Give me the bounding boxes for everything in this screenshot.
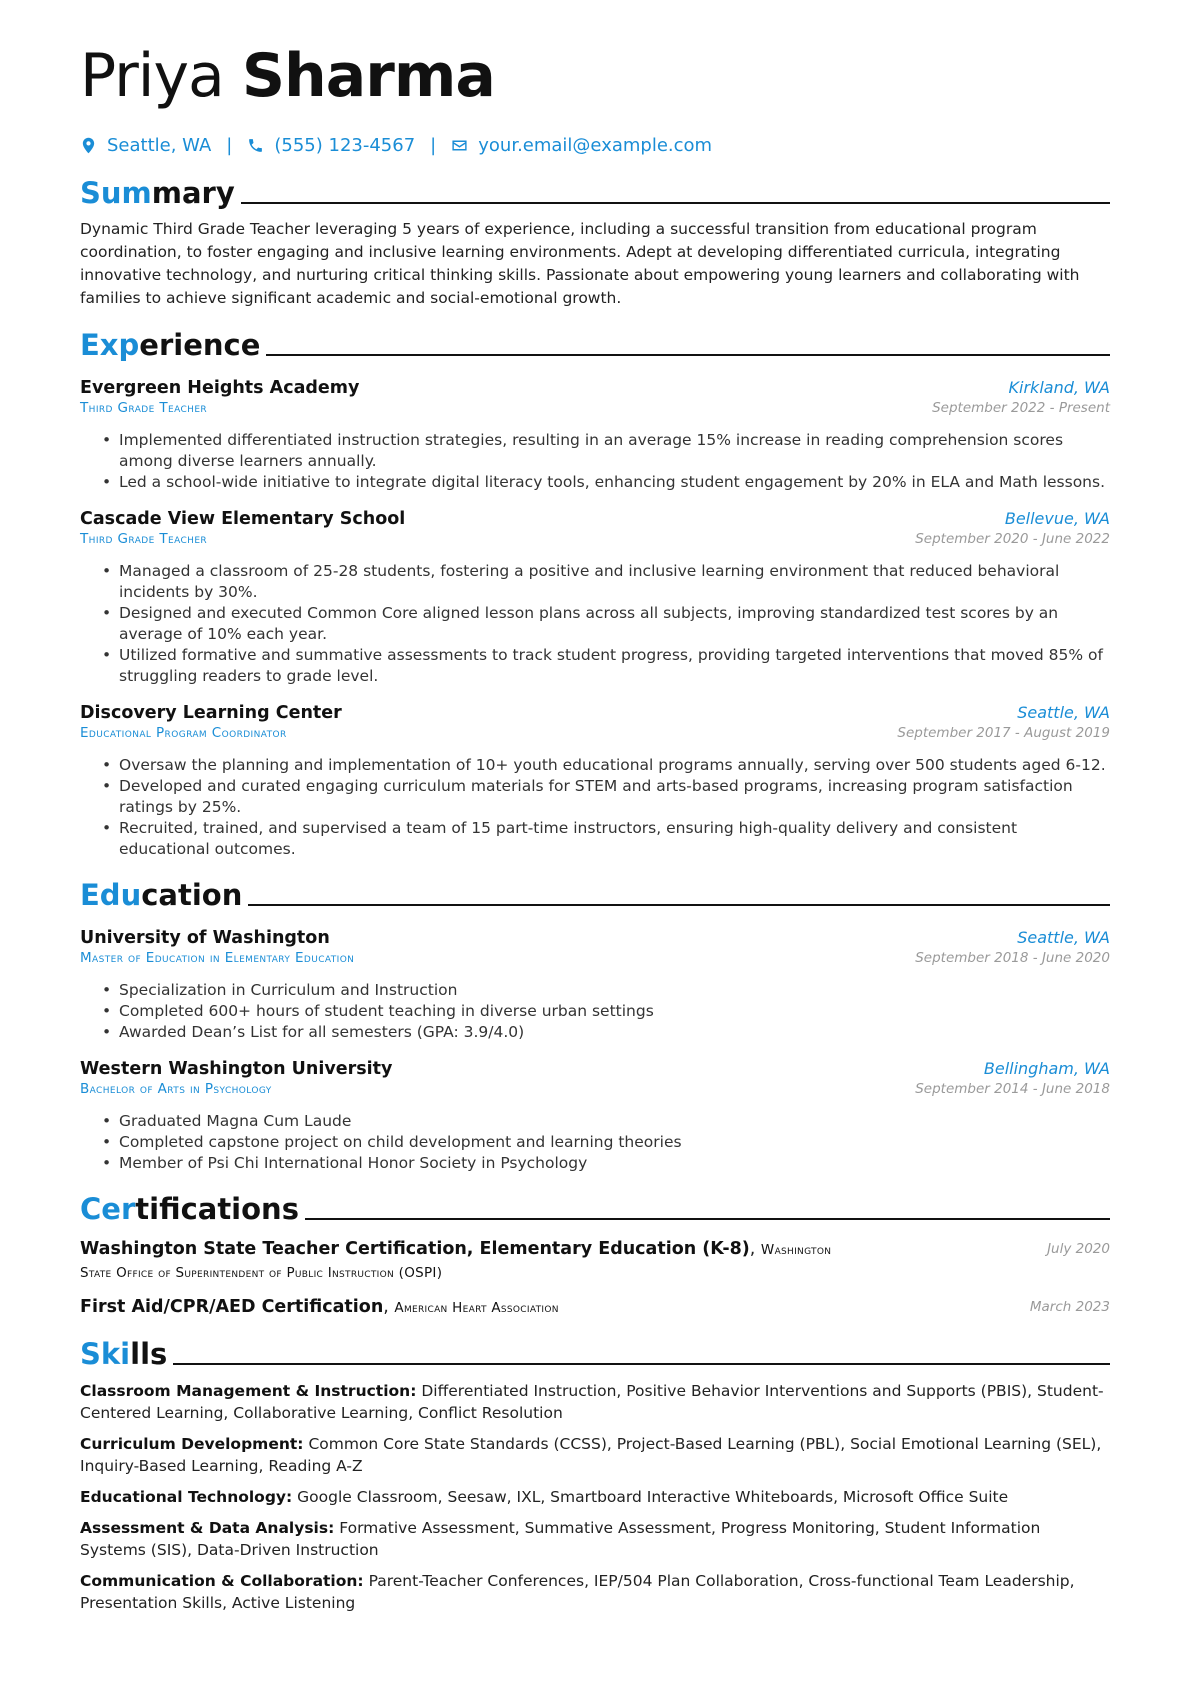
heading-rest: erience — [139, 328, 261, 362]
education-dates: September 2014 - June 2018 — [915, 1081, 1110, 1097]
certification-name: Washington State Teacher Certification, Elementary Education (K-8) — [80, 1239, 750, 1259]
resume-name — [80, 40, 1110, 112]
contact-separator: | — [430, 134, 437, 156]
heading-accent: Ski — [80, 1337, 131, 1371]
heading-rule — [241, 202, 1110, 204]
job-location: Kirkland, WA — [1008, 378, 1110, 397]
last-name: Sharma — [241, 41, 495, 111]
education-entry — [80, 1059, 1110, 1174]
location-text: Seattle, WA — [107, 134, 212, 156]
contact-phone — [247, 135, 415, 156]
education-dates: September 2018 - June 2020 — [915, 950, 1110, 966]
job-title: Third Grade Teacher — [80, 400, 208, 416]
job-title: Educational Program Coordinator — [80, 725, 287, 741]
job-dates: September 2022 - Present — [932, 400, 1110, 416]
bullet-list — [80, 755, 1110, 860]
employer-name: Discovery Learning Center — [80, 703, 342, 723]
heading-accent: Cer — [80, 1192, 136, 1226]
bullet-item: • Managed a classroom of 25-28 students, fostering a positive and inclusive learning environment that reduced behavioral incidents by 30%. — [102, 561, 1110, 603]
education-entry — [80, 928, 1110, 1043]
first-name: Priya — [80, 41, 224, 111]
bullet-item: • Completed capstone project on child development and learning theories — [102, 1132, 1110, 1153]
skill-group — [80, 1486, 1110, 1508]
contact-email[interactable] — [451, 135, 712, 156]
certification-issuer: American Heart Association — [394, 1300, 559, 1316]
employer-name: Evergreen Heights Academy — [80, 378, 360, 398]
heading-accent: Exp — [80, 328, 140, 362]
bullet-item: • Developed and curated engaging curriculum materials for STEM and arts-based programs, increasing program satisfaction ratings by 25%. — [102, 776, 1110, 818]
bullet-item: • Recruited, trained, and supervised a team of 15 part-time instructors, ensuring high-quality delivery and consistent educational outcomes. — [102, 818, 1110, 860]
phone-icon — [247, 137, 264, 154]
heading-rest: tifications — [135, 1192, 299, 1226]
heading-rule — [305, 1218, 1110, 1220]
certification-date: July 2020 — [1047, 1241, 1110, 1257]
degree: Master of Education in Elementary Education — [80, 950, 355, 966]
experience-heading — [80, 324, 1110, 362]
heading-rule — [248, 904, 1110, 906]
skill-group — [80, 1517, 1110, 1561]
skill-category: Educational Technology: — [80, 1488, 293, 1506]
certifications-heading — [80, 1188, 1110, 1226]
skills-heading — [80, 1333, 1110, 1371]
bullet-item: • Oversaw the planning and implementation of 10+ youth educational programs annually, serving over 500 students aged 6-12. — [102, 755, 1110, 776]
bullet-list — [80, 430, 1110, 493]
certification-date: March 2023 — [1029, 1299, 1110, 1315]
school-name: Western Washington University — [80, 1059, 393, 1079]
bullet-item: • Led a school-wide initiative to integrate digital literacy tools, enhancing student engagement by 20% in ELA and Math lessons. — [102, 472, 1110, 493]
bullet-item: • Awarded Dean’s List for all semesters (GPA: 3.9/4.0) — [102, 1022, 1110, 1043]
skill-items: Formative Assessment, Summative Assessment, Progress Monitoring, Student Information Systems (SIS), Data-Driven Instruction — [80, 1519, 1041, 1559]
summary-heading — [80, 172, 1110, 210]
bullet-item: • Specialization in Curriculum and Instruction — [102, 980, 1110, 1001]
certification-name: First Aid/CPR/AED Certification — [80, 1297, 384, 1317]
bullet-item: • Completed 600+ hours of student teaching in diverse urban settings — [102, 1001, 1110, 1022]
contact-separator: | — [226, 134, 233, 156]
bullet-item: • Designed and executed Common Core aligned lesson plans across all subjects, improving standardized test scores by an average of 10% each year. — [102, 603, 1110, 645]
bullet-item: • Member of Psi Chi International Honor Society in Psychology — [102, 1153, 1110, 1174]
skill-category: Curriculum Development: — [80, 1435, 304, 1453]
bullet-list — [80, 561, 1110, 687]
skill-group — [80, 1380, 1110, 1424]
employer-name: Cascade View Elementary School — [80, 509, 406, 529]
heading-rest: lls — [130, 1337, 168, 1371]
heading-rest: cation — [141, 878, 243, 912]
contact-line — [80, 132, 1110, 158]
experience-entry — [80, 509, 1110, 687]
heading-accent: Sum — [80, 176, 152, 210]
skill-category: Communication & Collaboration: — [80, 1572, 364, 1590]
degree: Bachelor of Arts in Psychology — [80, 1081, 272, 1097]
skill-items: Common Core State Standards (CCSS), Project-Based Learning (PBL), Social Emotional Learning (SEL), Inquiry-Based Learning, Reading A-Z — [80, 1435, 1102, 1475]
skill-items: Parent-Teacher Conferences, IEP/504 Plan Collaboration, Cross-functional Team Leadership, Presentation Skills, Active Listening — [80, 1572, 1075, 1612]
job-location: Seattle, WA — [1017, 703, 1110, 722]
job-dates: September 2020 - June 2022 — [915, 531, 1110, 547]
skill-items: Google Classroom, Seesaw, IXL, Smartboard Interactive Whiteboards, Microsoft Office Suite — [297, 1488, 1009, 1506]
skill-group — [80, 1433, 1110, 1477]
bullet-item: • Implemented differentiated instruction strategies, resulting in an average 15% increase in reading comprehension scores among diverse learners annually. — [102, 430, 1110, 472]
certification-entry: First Aid/CPR/AED Certification, American Heart Association March 2023 — [80, 1297, 1110, 1317]
certification-entry: Washington State Teacher Certification, Elementary Education (K-8), Washington State Office of Superintendent of Public Instruction (OSPI) July 2020 — [80, 1239, 1110, 1281]
job-location: Bellevue, WA — [1004, 509, 1110, 528]
skill-category: Assessment & Data Analysis: — [80, 1519, 335, 1537]
bullet-item: • Graduated Magna Cum Laude — [102, 1111, 1110, 1132]
email-link[interactable]: your.email@example.com — [478, 134, 713, 156]
map-marker-icon — [80, 137, 97, 154]
heading-rule — [266, 354, 1110, 356]
envelope-icon — [451, 137, 468, 154]
experience-entry — [80, 378, 1110, 493]
heading-rest: mary — [151, 176, 235, 210]
skill-group — [80, 1570, 1110, 1614]
experience-entry — [80, 703, 1110, 860]
bullet-list — [80, 980, 1110, 1043]
heading-accent: Edu — [80, 878, 142, 912]
bullet-list — [80, 1111, 1110, 1174]
job-title: Third Grade Teacher — [80, 531, 208, 547]
summary-text: Dynamic Third Grade Teacher leveraging 5 years of experience, including a successful transition from educational program coordination, to foster engaging and inclusive learning environments. Adept at developing differentiated curricula, integrating innovative technology, and nurturing critical thinking skills. Passionate about empowering young learners and collaborating with families to achieve significant academic and social-emotional growth. — [80, 220, 1080, 307]
heading-rule — [173, 1363, 1110, 1365]
school-location: Bellingham, WA — [983, 1059, 1110, 1078]
school-location: Seattle, WA — [1017, 928, 1110, 947]
school-name: University of Washington — [80, 928, 330, 948]
phone-text: (555) 123-4567 — [274, 134, 416, 156]
bullet-item: • Utilized formative and summative assessments to track student progress, providing targeted interventions that moved 85% of struggling readers to grade level. — [102, 645, 1110, 687]
certification-issuer: Washington State Office of Superintendent of Public Instruction (OSPI) — [80, 1242, 832, 1281]
education-heading — [80, 874, 1110, 912]
skill-items: Differentiated Instruction, Positive Behavior Interventions and Supports (PBIS), Student-Centered Learning, Collaborative Learning, Conflict Resolution — [80, 1382, 1104, 1422]
contact-location — [80, 135, 211, 156]
skill-category: Classroom Management & Instruction: — [80, 1382, 417, 1400]
job-dates: September 2017 - August 2019 — [897, 725, 1110, 741]
